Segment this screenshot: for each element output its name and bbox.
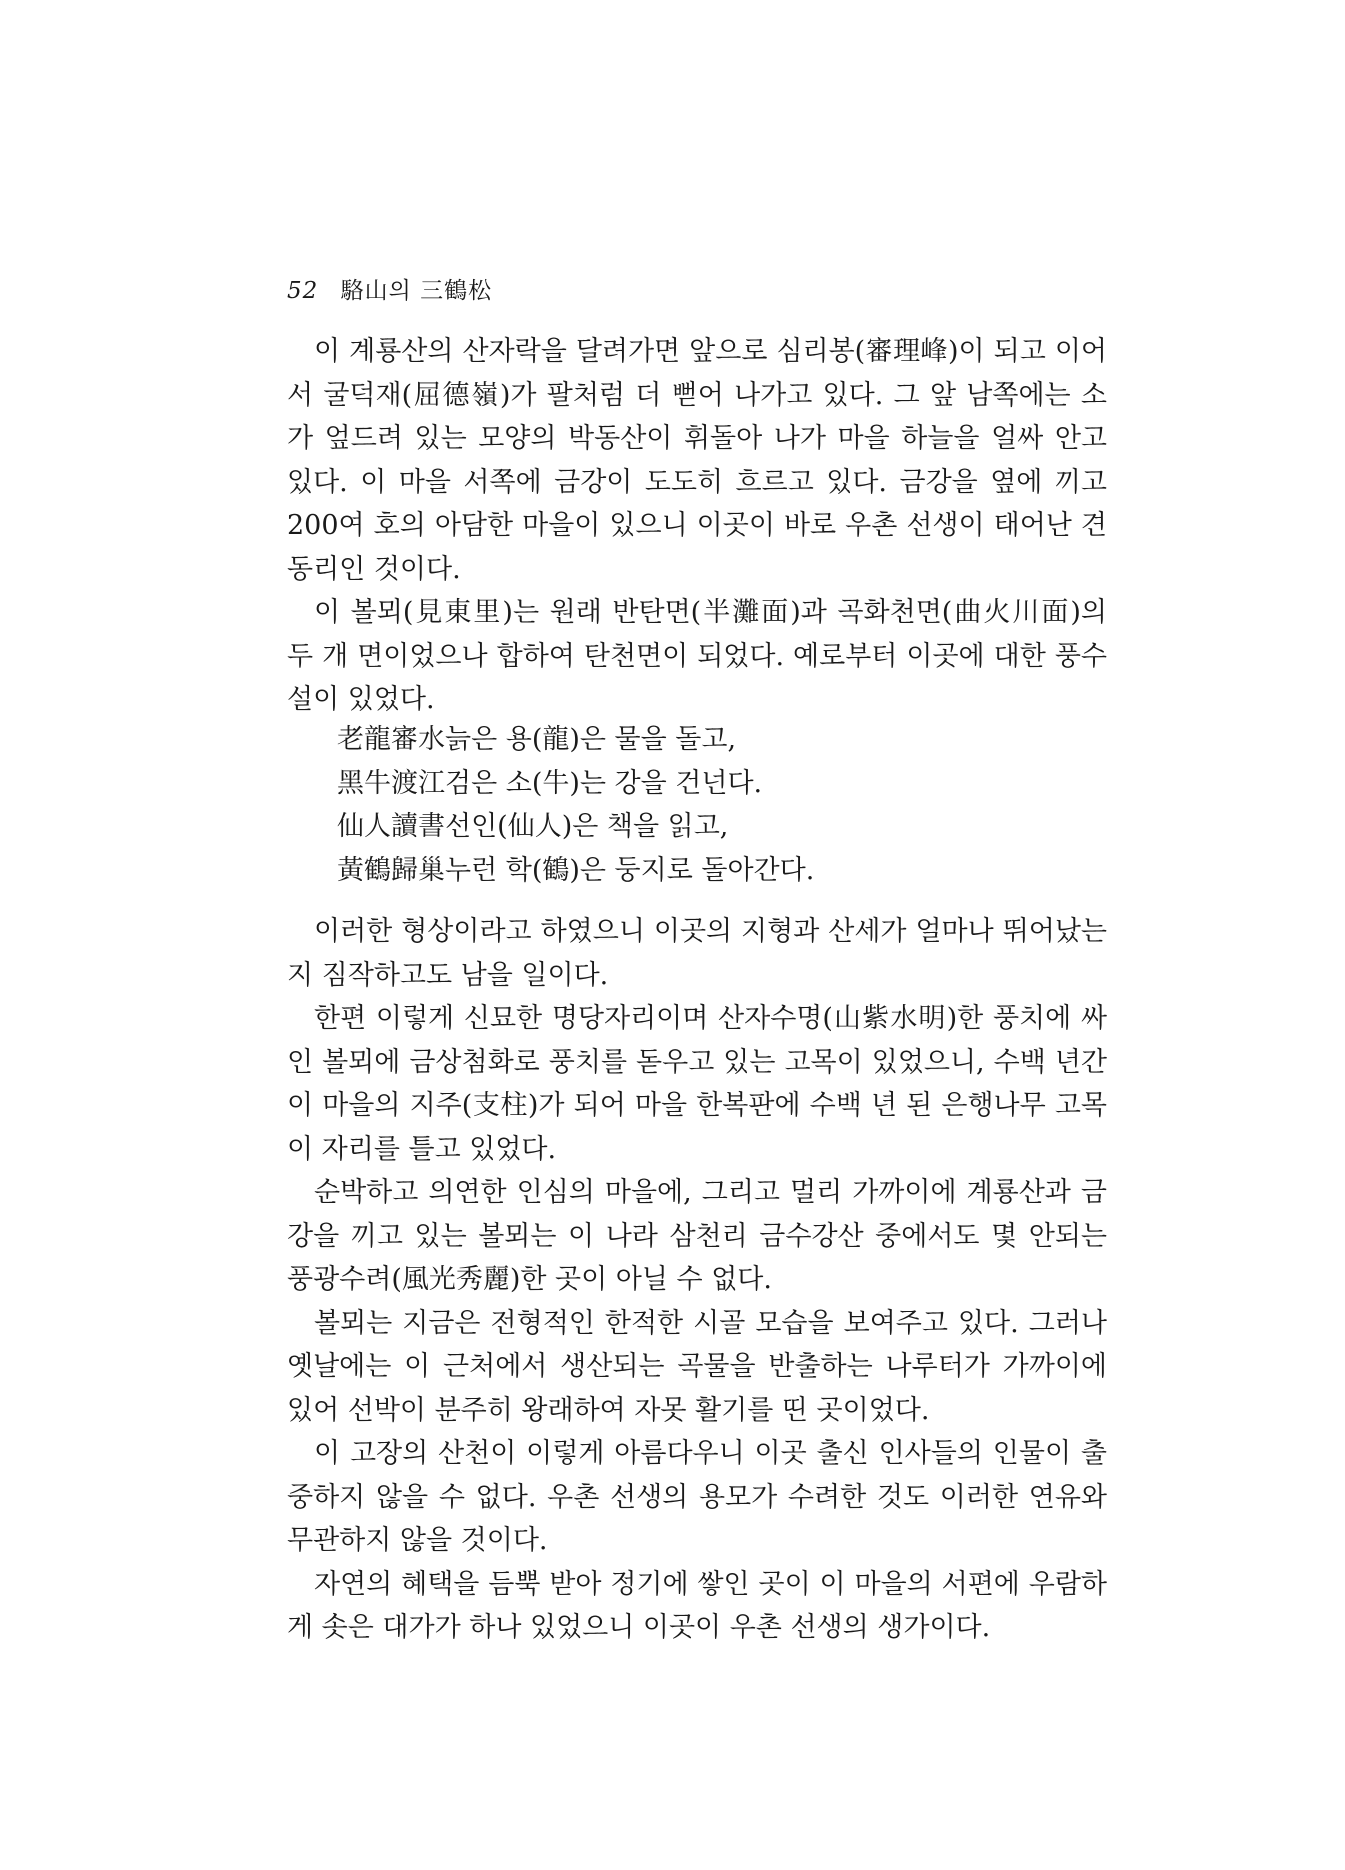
page-number: 52: [287, 278, 319, 304]
verse-hanja: 黑牛渡江: [337, 767, 445, 799]
verse-line: [337, 805, 814, 849]
verse-line: [337, 849, 814, 893]
verse-hanja: 仙人讀書: [337, 811, 445, 842]
paragraph: 순박하고 의연한 인심의 마을에, 그리고 멀리 가까이에 계룡산과 금강을 끼고 있는 볼뫼는 이 나라 삼천리 금수강산 중에서도 몇 안되는 풍광수려(風光秀麗)한 곳이 아닐 수 없다.: [287, 1177, 1107, 1295]
verse-korean: 검은 소(牛)는 강을 건넌다.: [445, 767, 763, 799]
paragraph: 이 고장의 산천이 이렇게 아름다우니 이곳 출신 인사들의 인물이 출중하지 않을 수 없다. 우촌 선생의 용모가 수려한 것도 이러한 연유와 무관하지 않을 것이다.: [287, 1438, 1107, 1556]
paragraph: 이러한 형상이라고 하였으니 이곳의 지형과 산세가 얼마나 뛰어났는지 짐작하고도 남을 일이다.: [287, 916, 1107, 991]
verse-line: [337, 762, 814, 806]
body-text-lower: [287, 910, 1107, 1650]
verse-korean: 선인(仙人)은 책을 읽고,: [445, 811, 729, 842]
paragraph: 자연의 혜택을 듬뿍 받아 정기에 쌓인 곳이 이 마을의 서편에 우람하게 솟은 대가가 하나 있었으니 이곳이 우촌 선생의 생가이다.: [287, 1568, 1107, 1643]
running-header: [287, 272, 492, 305]
paragraph: 이 볼뫼(見東里)는 원래 반탄면(半灘面)과 곡화천면(曲火川面)의 두 개 면이었으나 합하여 탄천면이 되었다. 예로부터 이곳에 대한 풍수설이 있었다.: [287, 597, 1107, 715]
verse-korean: 늙은 용(龍)은 물을 돌고,: [445, 724, 737, 755]
paragraph: 볼뫼는 지금은 전형적인 한적한 시골 모습을 보여주고 있다. 그러나 옛날에는 이 근처에서 생산되는 곡물을 반출하는 나루터가 가까이에 있어 선박이 분주히 왕래하여 자못 활기를 띤 곳이었다.: [287, 1307, 1107, 1426]
verse-hanja: 老龍審水: [337, 724, 445, 755]
verse-line: [337, 718, 814, 762]
verse-korean: 누런 학(鶴)은 둥지로 돌아간다.: [445, 854, 815, 886]
running-title: 駱山의 三鶴松: [340, 278, 493, 304]
feng-shui-verse: [337, 718, 814, 892]
paragraph: 한편 이렇게 신묘한 명당자리이며 산자수명(山紫水明)한 풍치에 싸인 볼뫼에 금상첨화로 풍치를 돋우고 있는 고목이 있었으니, 수백 년간 이 마을의 지주(支柱)가 되어 마을 한복판에 수백 년 된 은행나무 고목이 자리를 틀고 있었다.: [287, 1003, 1107, 1165]
paragraph: 이 계룡산의 산자락을 달려가면 앞으로 심리봉(審理峰)이 되고 이어서 굴덕재(屈德嶺)가 팔처럼 더 뻗어 나가고 있다. 그 앞 남쪽에는 소가 엎드려 있는 모양의 박동산이 휘돌아 나가 마을 하늘을 얼싸 안고 있다. 이 마을 서쪽에 금강이 도도히 흐르고 있다. 금강을 옆에 끼고 200여 호의 아담한 마을이 있으니 이곳이 바로 우촌 선생이 태어난 견동리인 것이다.: [287, 336, 1107, 585]
body-text-upper: [287, 330, 1107, 722]
verse-hanja: 黃鶴歸巢: [337, 854, 445, 886]
